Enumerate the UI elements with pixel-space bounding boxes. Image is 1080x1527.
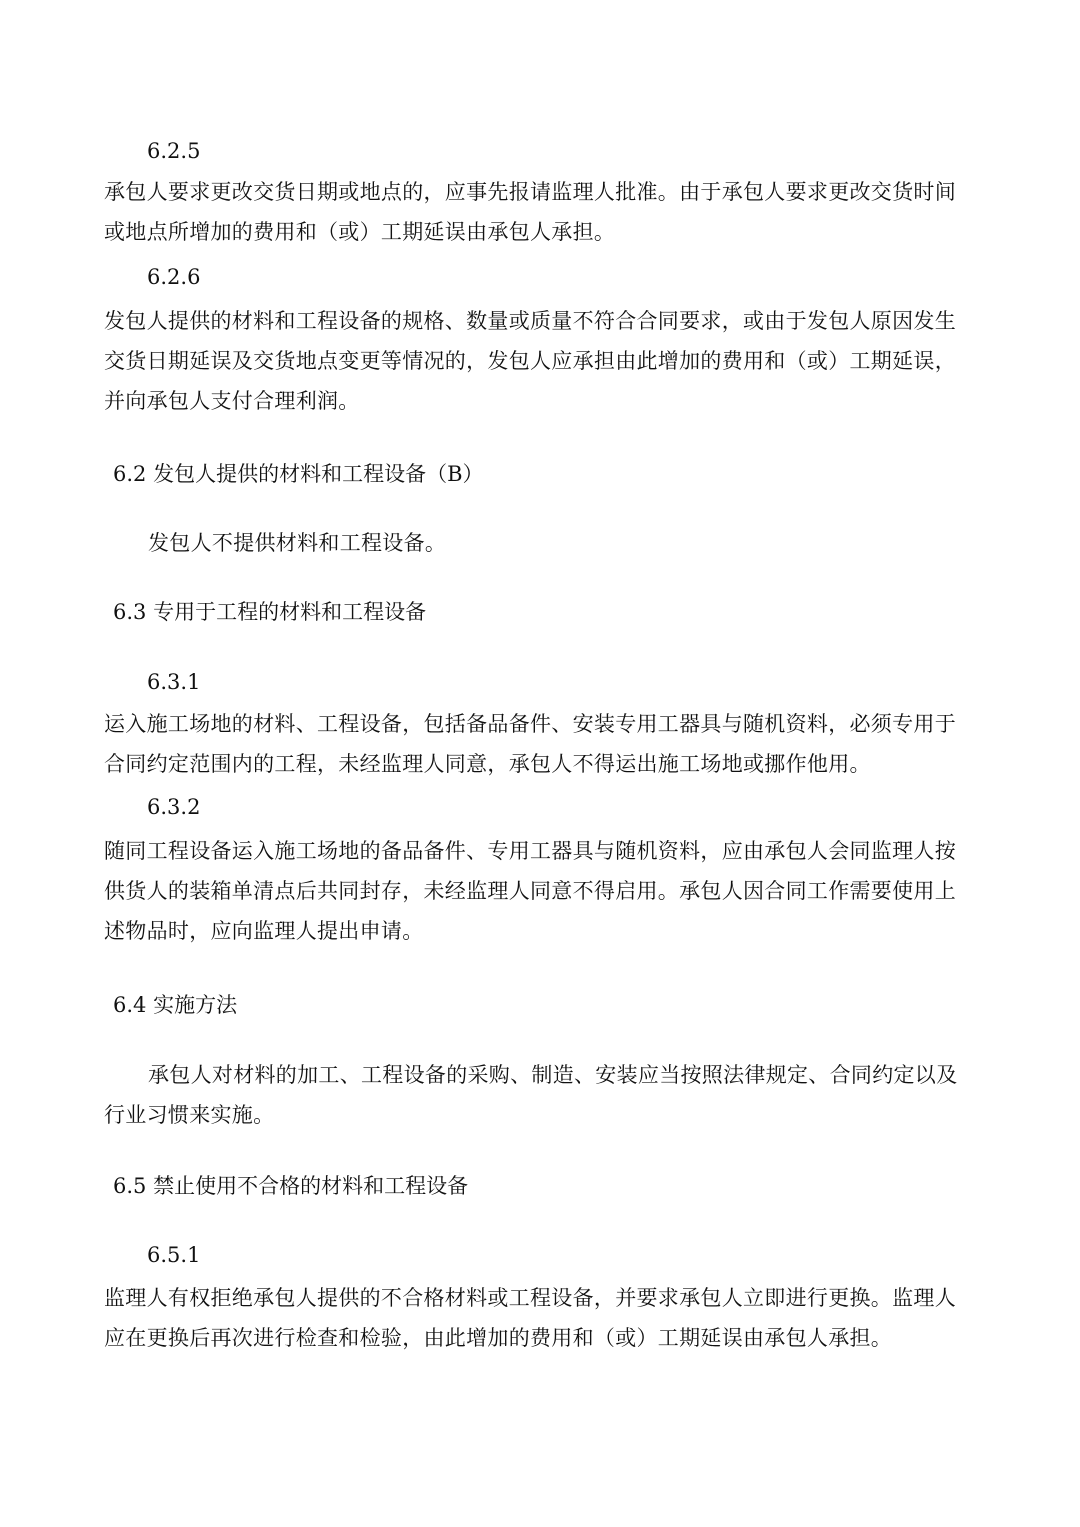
section-text-6-4: 承包人对材料的加工、工程设备的采购、制造、安装应当按照法律规定、合同约定以及行业习惯来实施。: [104, 1063, 958, 1127]
section-heading-6-4: 6.4 实施方法: [113, 993, 238, 1017]
section-heading-6-3: 6.3 专用于工程的材料和工程设备: [113, 600, 427, 624]
clause-number-6-5-1: 6.5.1: [147, 1243, 201, 1267]
clause-text-6-5-1: 监理人有权拒绝承包人提供的不合格材料或工程设备，并要求承包人立即进行更换。监理人应在更换后再次进行检查和检验，由此增加的费用和（或）工期延误由承包人承担。: [104, 1286, 956, 1350]
clause-text-6-2-6: 发包人提供的材料和工程设备的规格、数量或质量不符合合同要求，或由于发包人原因发生交货日期延误及交货地点变更等情况的，发包人应承担由此增加的费用和（或）工期延误，并向承包人支付合理利润。: [104, 309, 956, 413]
section-text-6-2-b: 发包人不提供材料和工程设备。: [148, 531, 447, 555]
clause-text-6-2-5: 承包人要求更改交货日期或地点的，应事先报请监理人批准。由于承包人要求更改交货时间或地点所增加的费用和（或）工期延误由承包人承担。: [104, 180, 956, 244]
clause-number-6-2-6: 6.2.6: [147, 265, 201, 289]
section-heading-6-2-b: 6.2 发包人提供的材料和工程设备（B）: [113, 462, 484, 486]
clause-number-6-2-5: 6.2.5: [147, 139, 201, 163]
clause-number-6-3-1: 6.3.1: [147, 670, 201, 694]
section-heading-6-5: 6.5 禁止使用不合格的材料和工程设备: [113, 1174, 469, 1198]
clause-number-6-3-2: 6.3.2: [147, 795, 201, 819]
clause-text-6-3-1: 运入施工场地的材料、工程设备，包括备品备件、安装专用工器具与随机资料，必须专用于合同约定范围内的工程，未经监理人同意，承包人不得运出施工场地或挪作他用。: [104, 712, 956, 776]
clause-text-6-3-2: 随同工程设备运入施工场地的备品备件、专用工器具与随机资料，应由承包人会同监理人按供货人的装箱单清点后共同封存，未经监理人同意不得启用。承包人因合同工作需要使用上述物品时，应向监理人提出申请。: [104, 839, 956, 943]
